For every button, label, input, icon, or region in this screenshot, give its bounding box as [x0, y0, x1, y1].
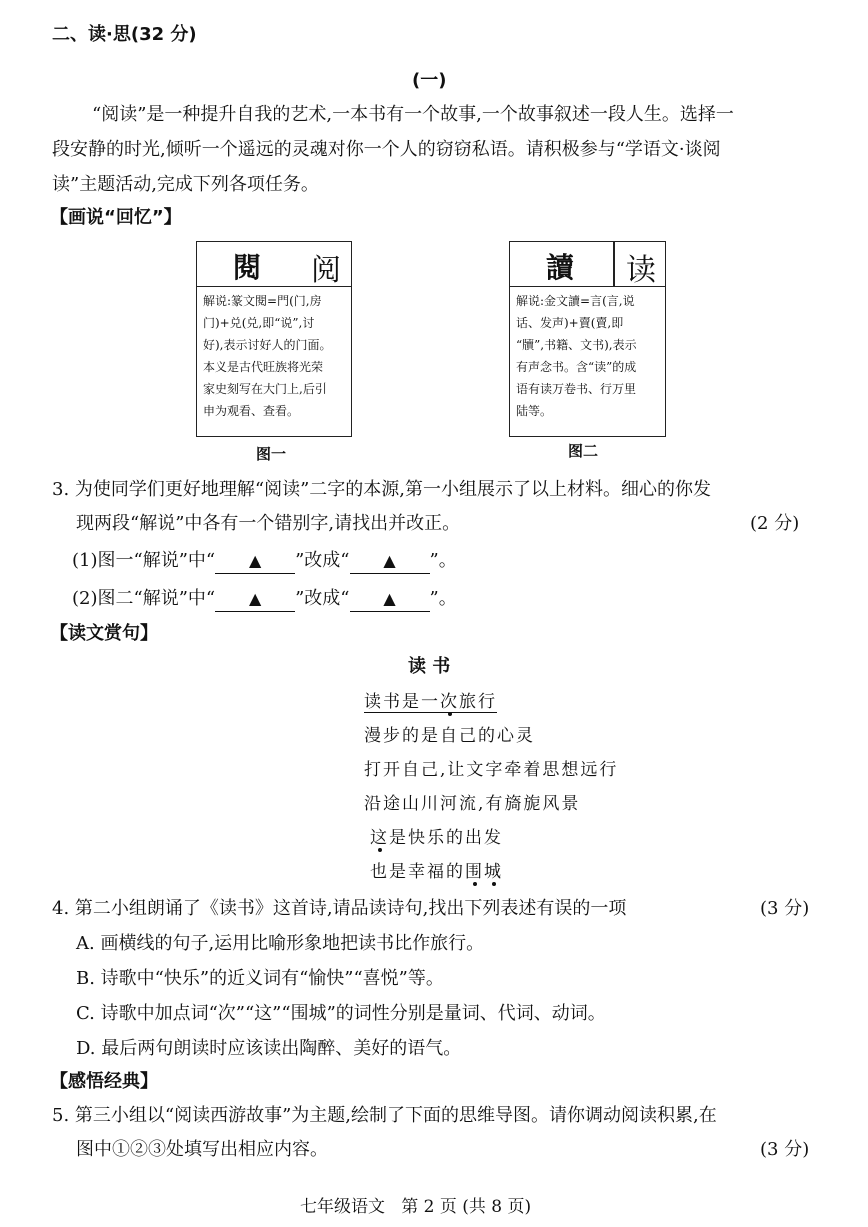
answer-blank-2a[interactable] — [215, 587, 295, 612]
q3-sub2-mid: ”改成“ — [295, 588, 350, 609]
figure-1-caption: 图一 — [256, 445, 287, 463]
poem-line-2: 漫步的是自己的心灵 — [364, 726, 535, 746]
q4-stem: 4. 第二小组朗诵了《读书》这首诗,请品读诗句,找出下列表述有误的一项 — [52, 898, 627, 919]
triangle-marker: ▲ — [248, 551, 262, 570]
dotted-word-zhe: 这 — [370, 828, 389, 848]
explanation-line: 话、发声)+賣(賣,即 — [516, 316, 624, 330]
poem-line-4: 沿途山川河流,有旖旎风景 — [364, 794, 581, 814]
poem-line-5 — [370, 821, 503, 855]
q3-sub1-suffix: ”。 — [429, 550, 457, 571]
figure-1-explanation — [197, 287, 351, 425]
bronze-script-du: 讀 — [546, 251, 573, 284]
q3-sub2-suffix: ”。 — [429, 588, 457, 609]
triangle-marker: ▲ — [248, 589, 262, 608]
heading-picture-memory: 【画说“回忆”】 — [50, 207, 182, 228]
explanation-line: 解说:金文讀=言(言,说 — [516, 294, 635, 308]
q5-line-2: 图中①②③处填写出相应内容。 — [76, 1139, 328, 1160]
explanation-line: 好),表示讨好人的门面。 — [203, 338, 332, 352]
q3-line-2: 现两段“解说”中各有一个错别字,请找出并改正。 — [76, 513, 461, 534]
poem-title: 读 书 — [408, 656, 451, 677]
explanation-line: 本义是古代旺族将光荣 — [203, 360, 324, 374]
header-divider — [613, 242, 615, 286]
q5-score: (3 分) — [760, 1139, 810, 1160]
poem-text: 读书是一 — [364, 692, 440, 712]
q3-sub1-prefix: (1)图一“解说”中“ — [72, 550, 216, 571]
q3-score: (2 分) — [750, 513, 800, 534]
poem-text: 是快乐的出发 — [389, 828, 503, 848]
triangle-marker: ▲ — [383, 551, 396, 570]
seal-script-yue: 閱 — [233, 251, 260, 284]
heading-classics: 【感悟经典】 — [50, 1071, 158, 1092]
modern-char-du: 读 — [626, 253, 656, 288]
poem-line-6 — [370, 855, 503, 889]
poem-underlined-sentence — [364, 692, 497, 713]
explanation-line: 陆等。 — [516, 404, 553, 418]
intro-line-2: 段安静的时光,倾听一个遥远的灵魂对你一个人的窃窃私语。请积极参与“学语文·谈阅 — [52, 139, 721, 160]
q4-option-d: D. 最后两句朗读时应该读出陶醉、美好的语气。 — [76, 1038, 462, 1059]
modern-char-yue: 阅 — [311, 253, 341, 288]
section-title: 二、读·思(32 分) — [52, 24, 197, 45]
triangle-marker: ▲ — [383, 589, 396, 608]
dotted-word-ci: 次 — [440, 692, 459, 712]
figure-2-caption: 图二 — [568, 442, 599, 460]
dotted-word-cheng: 城 — [484, 862, 503, 882]
explanation-line: 语有读万卷书、行万里 — [516, 382, 637, 396]
intro-line-3: 读”主题活动,完成下列各项任务。 — [52, 174, 319, 195]
q3-sub1-mid: ”改成“ — [295, 550, 350, 571]
answer-blank-1b[interactable] — [350, 549, 430, 574]
part-number: (一) — [412, 70, 447, 91]
q3-line-1: 3. 为使同学们更好地理解“阅读”二字的本源,第一小组展示了以上材料。细心的你发 — [52, 479, 712, 500]
page-footer: 七年级语文 第 2 页 (共 8 页) — [300, 1197, 532, 1217]
poem-text: 旅行 — [459, 692, 497, 712]
explanation-line: 有声念书。含“读”的成 — [516, 360, 637, 374]
poem-line-1 — [364, 685, 497, 719]
intro-line-1: “阅读”是一种提升自我的艺术,一本书有一个故事,一个故事叙述一段人生。选择一 — [92, 104, 734, 125]
poem-text: 也是幸福的 — [370, 862, 465, 882]
answer-blank-1a[interactable] — [215, 549, 295, 574]
q5-line-1: 5. 第三小组以“阅读西游故事”为主题,绘制了下面的思维导图。请你调动阅读积累,在 — [52, 1105, 717, 1126]
q4-option-c: C. 诗歌中加点词“次”“这”“围城”的词性分别是量词、代词、动词。 — [76, 1003, 606, 1024]
q4-option-a: A. 画横线的句子,运用比喻形象地把读书比作旅行。 — [76, 933, 485, 954]
poem-line-3: 打开自己,让文字牵着思想远行 — [364, 760, 619, 780]
figure-2-explanation — [510, 287, 665, 425]
explanation-line: 门)+兑(兑,即“说”,讨 — [203, 316, 315, 330]
q3-sub-1 — [72, 544, 457, 578]
q4-score: (3 分) — [760, 898, 810, 919]
explanation-line: 解说:篆文閱=門(门,房 — [203, 294, 322, 308]
figure-2-card — [509, 241, 666, 437]
dotted-word-wei: 围 — [465, 862, 484, 882]
figure-1-card — [196, 241, 352, 437]
explanation-line: 申为观看、查看。 — [203, 404, 300, 418]
answer-blank-2b[interactable] — [350, 587, 430, 612]
figure-1-header — [197, 242, 351, 287]
explanation-line: “牘”,书籍、文书),表示 — [516, 338, 637, 352]
heading-reading-appreciation: 【读文赏句】 — [50, 623, 158, 644]
q3-sub2-prefix: (2)图二“解说”中“ — [72, 588, 216, 609]
q4-option-b: B. 诗歌中“快乐”的近义词有“愉快”“喜悦”等。 — [76, 968, 444, 989]
q3-sub-2 — [72, 582, 457, 616]
figure-2-header — [510, 242, 665, 287]
explanation-line: 家史刻写在大门上,后引 — [203, 382, 327, 396]
